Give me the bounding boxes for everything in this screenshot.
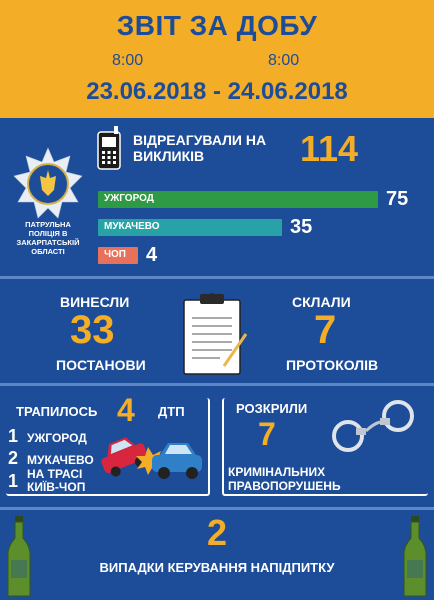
- calls-bar-chop-label: ЧОП: [104, 249, 126, 260]
- resolutions-label-bottom: ПОСТАНОВИ: [56, 357, 146, 373]
- calls-label: ВІДРЕАГУВАЛИ НА ВИКЛИКІВ: [133, 132, 267, 164]
- header-banner: [0, 0, 434, 118]
- crimes-label-top: РОЗКРИЛИ: [236, 401, 308, 416]
- calls-bar-chop-value: 4: [146, 244, 158, 266]
- car-crash-icon: [98, 425, 206, 485]
- divider-3: [0, 507, 434, 510]
- clipboard-icon: [180, 290, 250, 376]
- accident-num-1: 1: [8, 426, 19, 446]
- crimes-label-bottom: КРИМІНАЛЬНИХ ПРАВОПОРУШЕНЬ: [228, 465, 341, 493]
- mobile-phone-icon: [96, 126, 122, 170]
- calls-bar-mukachevo-label: МУКАЧЕВО: [104, 221, 160, 232]
- crimes-count: 7: [258, 416, 276, 452]
- calls-bar-uzhhorod-label: УЖГОРОД: [104, 193, 154, 204]
- calls-bar-chop: [98, 247, 138, 264]
- police-logo-text: ПАТРУЛЬНА ПОЛІЦІЯ В ЗАКАРПАТСЬКІЙ ОБЛАСТІ: [16, 220, 80, 256]
- calls-bar-uzhhorod-value: 75: [386, 188, 409, 210]
- calls-bar-mukachevo: [98, 219, 282, 236]
- accident-num-3: 1: [8, 471, 19, 491]
- police-badge-icon: [8, 146, 88, 221]
- drunk-label: ВИПАДКИ КЕРУВАННЯ НАПІДПИТКУ: [99, 560, 335, 575]
- report-dates: 23.06.2018 - 24.06.2018: [86, 78, 348, 105]
- calls-total: 114: [300, 128, 359, 169]
- accidents-count: 4: [117, 392, 135, 428]
- accident-num-2: 2: [8, 448, 19, 468]
- accidents-label-left: ТРАПИЛОСЬ: [16, 404, 98, 419]
- protocols-label-top: СКЛАЛИ: [292, 294, 351, 310]
- divider-1: [0, 276, 434, 279]
- resolutions-count: 33: [70, 308, 115, 352]
- handcuffs-icon: [326, 398, 422, 458]
- accident-place-1: УЖГОРОД: [27, 431, 87, 445]
- time-to: 8:00: [268, 52, 300, 69]
- drunk-count: 2: [206, 512, 228, 553]
- report-title: ЗВІТ ЗА ДОБУ: [116, 10, 318, 41]
- resolutions-label-top: ВИНЕСЛИ: [60, 294, 130, 310]
- accident-place-2: МУКАЧЕВО: [27, 453, 94, 467]
- accidents-label-right: ДТП: [158, 404, 185, 419]
- time-from: 8:00: [112, 52, 144, 69]
- accident-place-3: НА ТРАСІ КИЇВ-ЧОП: [27, 467, 86, 494]
- divider-2: [0, 383, 434, 386]
- police-logo: [8, 146, 88, 266]
- protocols-label-bottom: ПРОТОКОЛІВ: [286, 357, 379, 373]
- protocols-count: 7: [314, 308, 337, 352]
- calls-bar-uzhhorod: [98, 191, 378, 208]
- calls-bar-mukachevo-value: 35: [290, 216, 313, 238]
